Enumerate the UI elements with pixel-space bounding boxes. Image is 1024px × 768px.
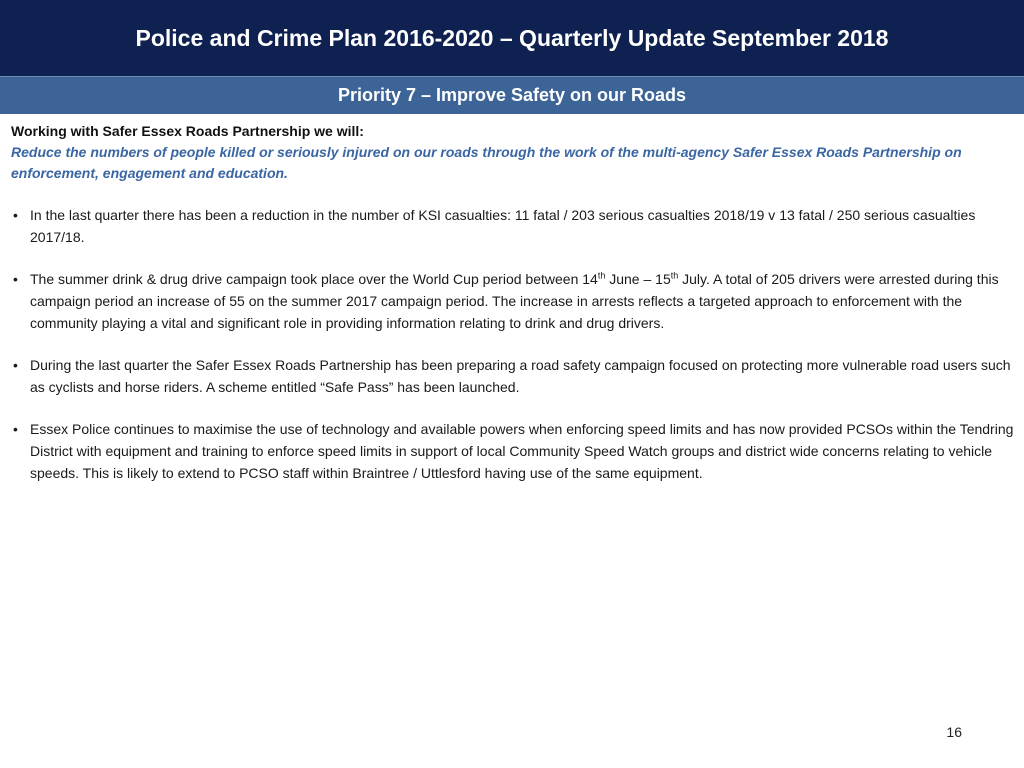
bullet-list: [11, 204, 1016, 484]
bullet-text-part: June – 15: [605, 271, 671, 287]
content-area: [11, 121, 1016, 504]
bullet-text: [30, 271, 999, 331]
bullet-icon: •: [13, 271, 18, 287]
page-number: 16: [946, 724, 962, 740]
list-item: [11, 354, 1016, 398]
title-bar: [0, 0, 1024, 76]
bullet-text: Essex Police continues to maximise the use of technology and available powers when enforcing speed limits and has now provided PCSOs within the Tendring District with equipment and training to enforce speed limits in support of local Community Speed Watch groups and district wide concerns relating to vehicle speeds. This is likely to extend to PCSO staff within Braintree / Uttlesford having use of the same equipment.: [30, 421, 1014, 481]
list-item: [11, 204, 1016, 248]
bullet-text-part: July. A total of 205 drivers were arrested during this campaign period an increase of 55 on the summer 2017 campaign period. The increase in arrests reflects a targeted approach to enforcement with the community playing a vital and significant role in providing information relating to drink and drug drivers.: [30, 271, 999, 331]
list-item: [11, 268, 1016, 334]
bullet-icon: •: [13, 421, 18, 437]
bullet-text: In the last quarter there has been a reduction in the number of KSI casualties: 11 fatal / 203 serious casualties 2018/19 v 13 fatal / 250 serious casualties 2017/18.: [30, 207, 976, 245]
bullet-icon: •: [13, 357, 18, 373]
bullet-icon: •: [13, 207, 18, 223]
intro-heading: Working with Safer Essex Roads Partnership we will:: [11, 123, 364, 139]
bullet-text-part: The summer drink & drug drive campaign took place over the World Cup period between 14: [30, 271, 598, 287]
list-item: [11, 418, 1016, 484]
ordinal-suffix: th: [597, 270, 606, 281]
priority-title: Priority 7 – Improve Safety on our Roads: [337, 85, 687, 105]
bullet-text: During the last quarter the Safer Essex Roads Partnership has been preparing a road safety campaign focused on protecting more vulnerable road users such as cyclists and horse riders. A scheme entitled “Safe Pass” has been launched.: [30, 357, 1011, 395]
page-title: Police and Crime Plan 2016-2020 – Quarterly Update September 2018: [135, 24, 889, 51]
ordinal-suffix: th: [670, 270, 679, 281]
intro-text: Reduce the numbers of people killed or seriously injured on our roads through the work of the multi-agency Safer Essex Roads Partnership on enforcement, engagement and education.: [11, 144, 962, 181]
priority-bar: [0, 76, 1024, 114]
